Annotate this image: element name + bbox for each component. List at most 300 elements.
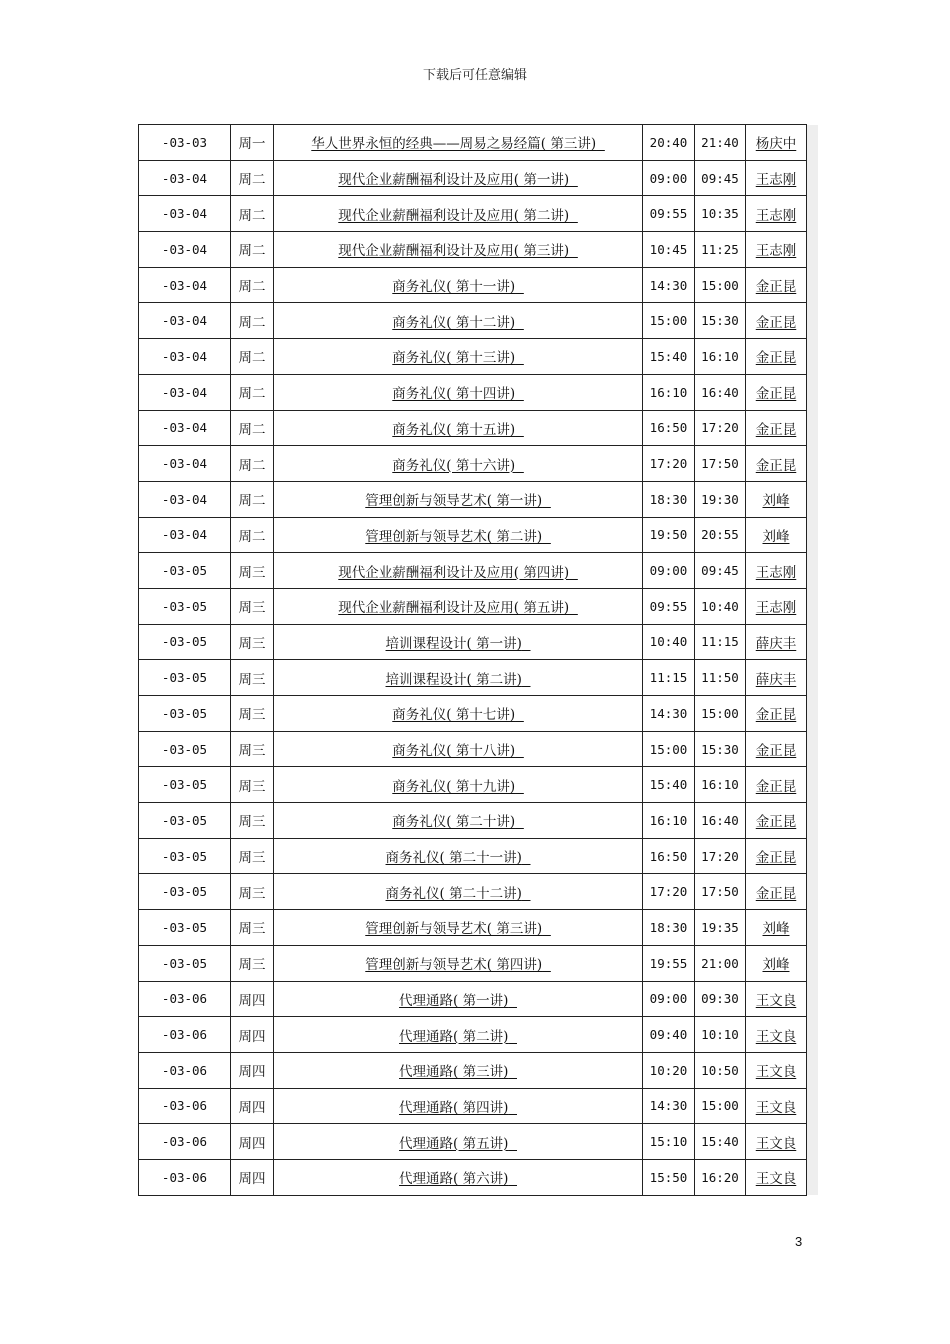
table-row: [139, 374, 807, 410]
start-time-cell: [643, 446, 695, 482]
end-time-text: 16:10: [701, 348, 739, 364]
teacher-cell: [746, 731, 807, 767]
end-time-cell: [695, 125, 746, 161]
teacher-link[interactable]: 王文良: [755, 1135, 797, 1152]
end-time-text: 16:40: [701, 384, 739, 400]
start-time-text: 19:50: [649, 527, 688, 543]
weekday-text: 周四: [238, 1171, 266, 1188]
course-title-cell: [274, 945, 643, 981]
date-text: -03-04: [161, 170, 208, 186]
date-text: -03-05: [161, 705, 208, 721]
date-cell: [139, 339, 231, 375]
course-title-link[interactable]: 代理通路( 第二讲): [399, 1028, 509, 1045]
teacher-link[interactable]: 王文良: [755, 1171, 797, 1188]
date-cell: [139, 624, 231, 660]
start-time-cell: [643, 125, 695, 161]
date-cell: [139, 660, 231, 696]
date-text: -03-04: [161, 527, 208, 543]
teacher-cell: [746, 553, 807, 589]
end-time-cell: [695, 1124, 746, 1160]
course-title-cell: [274, 803, 643, 839]
teacher-link[interactable]: 金正昆: [755, 386, 797, 403]
teacher-cell: [746, 374, 807, 410]
start-time-text: 09:55: [649, 206, 688, 222]
start-time-text: 18:30: [649, 491, 688, 507]
date-text: -03-05: [161, 670, 208, 686]
start-time-cell: [643, 1052, 695, 1088]
end-time-text: 15:40: [701, 1134, 739, 1150]
course-title-cell: [274, 767, 643, 803]
weekday-cell: [231, 767, 274, 803]
weekday-cell: [231, 232, 274, 268]
course-title-link[interactable]: 现代企业薪酬福利设计及应用( 第三讲): [338, 243, 570, 260]
teacher-link[interactable]: 王文良: [755, 992, 797, 1009]
weekday-text: 周一: [238, 136, 266, 153]
end-time-text: 09:30: [701, 991, 739, 1007]
end-time-cell: [695, 232, 746, 268]
teacher-link[interactable]: 刘峰: [762, 493, 790, 510]
teacher-link[interactable]: 王文良: [755, 1028, 797, 1045]
start-time-text: 10:40: [649, 634, 688, 650]
start-time-cell: [643, 267, 695, 303]
start-time-cell: [643, 910, 695, 946]
start-time-cell: [643, 410, 695, 446]
date-text: -03-05: [161, 598, 208, 614]
start-time-text: 15:40: [649, 348, 688, 364]
end-time-cell: [695, 446, 746, 482]
start-time-text: 15:10: [649, 1134, 688, 1150]
start-time-text: 16:50: [649, 848, 688, 864]
teacher-link[interactable]: 王文良: [755, 1099, 797, 1116]
teacher-link[interactable]: 金正昆: [755, 743, 797, 760]
date-cell: [139, 803, 231, 839]
date-cell: [139, 481, 231, 517]
end-time-cell: [695, 410, 746, 446]
weekday-cell: [231, 125, 274, 161]
page-header: 下载后可任意编辑: [422, 68, 527, 83]
date-cell: [139, 196, 231, 232]
teacher-link[interactable]: 金正昆: [755, 314, 797, 331]
start-time-text: 10:45: [649, 241, 688, 257]
course-title-cell: [274, 410, 643, 446]
teacher-cell: [746, 1052, 807, 1088]
weekday-text: 周三: [238, 885, 266, 902]
end-time-cell: [695, 267, 746, 303]
teacher-cell: [746, 767, 807, 803]
start-time-cell: [643, 339, 695, 375]
table-row: [139, 660, 807, 696]
course-title-link[interactable]: 代理通路( 第一讲): [399, 992, 509, 1009]
teacher-cell: [746, 624, 807, 660]
start-time-text: 20:40: [649, 134, 688, 150]
date-cell: [139, 838, 231, 874]
course-title-link[interactable]: 商务礼仪( 第二十一讲): [385, 850, 522, 867]
end-time-text: 17:20: [701, 420, 739, 436]
teacher-cell: [746, 1159, 807, 1195]
course-title-link[interactable]: 培训课程设计( 第一讲): [385, 635, 522, 652]
course-title-cell: [274, 910, 643, 946]
end-time-text: 09:45: [701, 563, 739, 579]
table-row: [139, 1159, 807, 1195]
table-row: [139, 588, 807, 624]
teacher-cell: [746, 232, 807, 268]
table-row: [139, 803, 807, 839]
start-time-cell: [643, 624, 695, 660]
end-time-cell: [695, 196, 746, 232]
weekday-cell: [231, 517, 274, 553]
start-time-text: 18:30: [649, 919, 688, 935]
teacher-link[interactable]: 金正昆: [755, 814, 797, 831]
weekday-text: 周二: [238, 172, 266, 189]
weekday-text: 周二: [238, 314, 266, 331]
table-row: [139, 339, 807, 375]
start-time-cell: [643, 803, 695, 839]
teacher-link[interactable]: 金正昆: [755, 457, 797, 474]
table-row: [139, 945, 807, 981]
course-schedule-table: [138, 124, 807, 1196]
table-row: [139, 196, 807, 232]
end-time-text: 17:50: [701, 884, 739, 900]
end-time-text: 15:00: [701, 1098, 739, 1114]
weekday-cell: [231, 803, 274, 839]
teacher-cell: [746, 981, 807, 1017]
weekday-cell: [231, 696, 274, 732]
course-title-link[interactable]: 培训课程设计( 第二讲): [385, 671, 522, 688]
table-row: [139, 232, 807, 268]
weekday-cell: [231, 874, 274, 910]
course-title-link[interactable]: 代理通路( 第五讲): [399, 1135, 509, 1152]
weekday-text: 周三: [238, 743, 266, 760]
teacher-cell: [746, 660, 807, 696]
weekday-cell: [231, 481, 274, 517]
course-title-link[interactable]: 管理创新与领导艺术( 第二讲): [365, 528, 543, 545]
course-title-cell: [274, 481, 643, 517]
date-text: -03-06: [161, 1062, 208, 1078]
weekday-text: 周三: [238, 921, 266, 938]
course-title-cell: [274, 588, 643, 624]
start-time-text: 15:00: [649, 313, 688, 329]
course-title-link[interactable]: 华人世界永恒的经典——周易之易经篇( 第三讲): [311, 136, 597, 153]
end-time-cell: [695, 838, 746, 874]
date-text: -03-05: [161, 741, 208, 757]
teacher-cell: [746, 588, 807, 624]
course-title-cell: [274, 303, 643, 339]
weekday-text: 周二: [238, 279, 266, 296]
weekday-text: 周三: [238, 600, 266, 617]
teacher-link[interactable]: 杨庆中: [755, 136, 797, 153]
weekday-text: 周四: [238, 1028, 266, 1045]
end-time-text: 11:15: [701, 634, 739, 650]
date-cell: [139, 767, 231, 803]
date-cell: [139, 374, 231, 410]
end-time-text: 21:40: [701, 134, 739, 150]
weekday-cell: [231, 374, 274, 410]
weekday-text: 周三: [238, 671, 266, 688]
course-title-link[interactable]: 商务礼仪( 第十二讲): [392, 314, 516, 331]
table-row: [139, 731, 807, 767]
date-text: -03-04: [161, 241, 208, 257]
end-time-text: 21:00: [701, 955, 739, 971]
course-title-cell: [274, 125, 643, 161]
teacher-link[interactable]: 刘峰: [762, 921, 790, 938]
date-text: -03-04: [161, 277, 208, 293]
date-text: -03-04: [161, 420, 208, 436]
start-time-text: 16:50: [649, 420, 688, 436]
date-cell: [139, 981, 231, 1017]
table-row: [139, 981, 807, 1017]
teacher-cell: [746, 517, 807, 553]
start-time-text: 16:10: [649, 384, 688, 400]
end-time-cell: [695, 874, 746, 910]
start-time-cell: [643, 553, 695, 589]
course-title-link[interactable]: 代理通路( 第四讲): [399, 1099, 509, 1116]
course-title-link[interactable]: 商务礼仪( 第十六讲): [392, 457, 516, 474]
start-time-text: 09:40: [649, 1027, 688, 1043]
course-title-link[interactable]: 商务礼仪( 第十一讲): [392, 279, 516, 296]
end-time-cell: [695, 481, 746, 517]
teacher-link[interactable]: 王志刚: [755, 243, 797, 260]
page-number: 3: [795, 1234, 803, 1249]
date-text: -03-05: [161, 777, 208, 793]
course-title-link[interactable]: 管理创新与领导艺术( 第四讲): [365, 957, 543, 974]
teacher-link[interactable]: 刘峰: [762, 957, 790, 974]
date-cell: [139, 731, 231, 767]
course-title-link[interactable]: 商务礼仪( 第十七讲): [392, 707, 516, 724]
date-cell: [139, 410, 231, 446]
course-title-cell: [274, 1017, 643, 1053]
weekday-cell: [231, 1052, 274, 1088]
teacher-cell: [746, 125, 807, 161]
start-time-text: 17:20: [649, 884, 688, 900]
date-text: -03-04: [161, 206, 208, 222]
teacher-cell: [746, 446, 807, 482]
start-time-cell: [643, 588, 695, 624]
teacher-cell: [746, 874, 807, 910]
weekday-text: 周三: [238, 564, 266, 581]
course-title-cell: [274, 1124, 643, 1160]
date-text: -03-04: [161, 384, 208, 400]
teacher-link[interactable]: 薛庆丰: [755, 635, 797, 652]
weekday-cell: [231, 1088, 274, 1124]
end-time-text: 17:50: [701, 456, 739, 472]
date-text: -03-05: [161, 919, 208, 935]
course-title-cell: [274, 838, 643, 874]
weekday-cell: [231, 910, 274, 946]
weekday-cell: [231, 410, 274, 446]
teacher-link[interactable]: 王志刚: [755, 207, 797, 224]
teacher-cell: [746, 1088, 807, 1124]
weekday-cell: [231, 553, 274, 589]
end-time-text: 20:55: [701, 527, 739, 543]
course-title-cell: [274, 660, 643, 696]
start-time-text: 19:55: [649, 955, 688, 971]
start-time-text: 09:00: [649, 991, 688, 1007]
end-time-cell: [695, 517, 746, 553]
start-time-cell: [643, 160, 695, 196]
teacher-cell: [746, 303, 807, 339]
date-text: -03-06: [161, 1134, 208, 1150]
start-time-text: 16:10: [649, 812, 688, 828]
end-time-text: 11:25: [701, 241, 739, 257]
date-cell: [139, 1088, 231, 1124]
course-title-link[interactable]: 商务礼仪( 第十四讲): [392, 386, 516, 403]
teacher-cell: [746, 481, 807, 517]
teacher-link[interactable]: 王志刚: [755, 172, 797, 189]
start-time-cell: [643, 1159, 695, 1195]
start-time-text: 10:20: [649, 1062, 688, 1078]
teacher-link[interactable]: 金正昆: [755, 421, 797, 438]
table-row: [139, 1088, 807, 1124]
course-title-link[interactable]: 商务礼仪( 第二十二讲): [385, 885, 522, 902]
table-row: [139, 696, 807, 732]
end-time-cell: [695, 767, 746, 803]
teacher-link[interactable]: 金正昆: [755, 850, 797, 867]
course-title-link[interactable]: 商务礼仪( 第十八讲): [392, 743, 516, 760]
weekday-text: 周二: [238, 243, 266, 260]
table-row: [139, 1124, 807, 1160]
start-time-text: 15:00: [649, 741, 688, 757]
course-title-cell: [274, 517, 643, 553]
end-time-text: 11:50: [701, 670, 739, 686]
course-title-link[interactable]: 商务礼仪( 第十五讲): [392, 421, 516, 438]
teacher-link[interactable]: 刘峰: [762, 528, 790, 545]
weekday-cell: [231, 624, 274, 660]
table-row: [139, 446, 807, 482]
weekday-text: 周四: [238, 1064, 266, 1081]
end-time-cell: [695, 374, 746, 410]
start-time-cell: [643, 696, 695, 732]
course-title-link[interactable]: 商务礼仪( 第十三讲): [392, 350, 516, 367]
table-row: [139, 125, 807, 161]
date-text: -03-04: [161, 348, 208, 364]
weekday-text: 周四: [238, 992, 266, 1009]
end-time-text: 19:35: [701, 919, 739, 935]
date-text: -03-05: [161, 884, 208, 900]
weekday-cell: [231, 1159, 274, 1195]
teacher-link[interactable]: 金正昆: [755, 778, 797, 795]
course-title-cell: [274, 196, 643, 232]
course-title-link[interactable]: 商务礼仪( 第十九讲): [392, 778, 516, 795]
end-time-text: 10:50: [701, 1062, 739, 1078]
weekday-text: 周二: [238, 457, 266, 474]
weekday-cell: [231, 945, 274, 981]
date-cell: [139, 588, 231, 624]
course-title-link[interactable]: 商务礼仪( 第二十讲): [392, 814, 516, 831]
weekday-text: 周三: [238, 707, 266, 724]
end-time-cell: [695, 660, 746, 696]
start-time-cell: [643, 374, 695, 410]
teacher-link[interactable]: 薛庆丰: [755, 671, 797, 688]
start-time-cell: [643, 731, 695, 767]
course-title-link[interactable]: 代理通路( 第三讲): [399, 1064, 509, 1081]
weekday-text: 周二: [238, 493, 266, 510]
teacher-link[interactable]: 王志刚: [755, 600, 797, 617]
date-cell: [139, 517, 231, 553]
end-time-cell: [695, 1159, 746, 1195]
end-time-cell: [695, 624, 746, 660]
table-row: [139, 303, 807, 339]
end-time-cell: [695, 1017, 746, 1053]
course-title-link[interactable]: 代理通路( 第六讲): [399, 1171, 509, 1188]
end-time-text: 15:00: [701, 705, 739, 721]
date-text: -03-06: [161, 991, 208, 1007]
date-cell: [139, 303, 231, 339]
table-row: [139, 267, 807, 303]
teacher-cell: [746, 160, 807, 196]
course-title-cell: [274, 1052, 643, 1088]
start-time-text: 11:15: [649, 670, 688, 686]
course-title-cell: [274, 1159, 643, 1195]
start-time-cell: [643, 838, 695, 874]
weekday-cell: [231, 588, 274, 624]
start-time-cell: [643, 196, 695, 232]
date-text: -03-03: [161, 134, 208, 150]
weekday-cell: [231, 660, 274, 696]
end-time-text: 10:35: [701, 206, 739, 222]
date-cell: [139, 1159, 231, 1195]
weekday-text: 周四: [238, 1135, 266, 1152]
weekday-cell: [231, 339, 274, 375]
course-title-link[interactable]: 现代企业薪酬福利设计及应用( 第五讲): [338, 600, 570, 617]
teacher-cell: [746, 410, 807, 446]
date-cell: [139, 267, 231, 303]
start-time-text: 14:30: [649, 705, 688, 721]
weekday-cell: [231, 731, 274, 767]
teacher-cell: [746, 196, 807, 232]
weekday-cell: [231, 267, 274, 303]
teacher-cell: [746, 267, 807, 303]
weekday-text: 周二: [238, 350, 266, 367]
date-cell: [139, 945, 231, 981]
date-cell: [139, 696, 231, 732]
end-time-cell: [695, 339, 746, 375]
end-time-text: 15:30: [701, 741, 739, 757]
start-time-text: 09:55: [649, 598, 688, 614]
end-time-text: 10:40: [701, 598, 739, 614]
weekday-cell: [231, 446, 274, 482]
course-title-link[interactable]: 现代企业薪酬福利设计及应用( 第二讲): [338, 207, 570, 224]
start-time-text: 14:30: [649, 277, 688, 293]
teacher-link[interactable]: 金正昆: [755, 350, 797, 367]
course-title-cell: [274, 374, 643, 410]
start-time-cell: [643, 874, 695, 910]
date-text: -03-05: [161, 955, 208, 971]
course-title-cell: [274, 232, 643, 268]
course-title-link[interactable]: 管理创新与领导艺术( 第三讲): [365, 921, 543, 938]
start-time-cell: [643, 767, 695, 803]
course-title-link[interactable]: 现代企业薪酬福利设计及应用( 第四讲): [338, 564, 570, 581]
course-title-link[interactable]: 现代企业薪酬福利设计及应用( 第一讲): [338, 172, 570, 189]
teacher-link[interactable]: 金正昆: [755, 707, 797, 724]
end-time-cell: [695, 981, 746, 1017]
teacher-link[interactable]: 王文良: [755, 1064, 797, 1081]
teacher-link[interactable]: 金正昆: [755, 885, 797, 902]
table-row: [139, 481, 807, 517]
end-time-cell: [695, 553, 746, 589]
teacher-link[interactable]: 金正昆: [755, 279, 797, 296]
end-time-text: 09:45: [701, 170, 739, 186]
table-shadow: [806, 125, 818, 1195]
start-time-cell: [643, 1088, 695, 1124]
end-time-text: 15:30: [701, 313, 739, 329]
teacher-link[interactable]: 王志刚: [755, 564, 797, 581]
start-time-text: 09:00: [649, 170, 688, 186]
course-title-link[interactable]: 管理创新与领导艺术( 第一讲): [365, 493, 543, 510]
course-title-cell: [274, 1088, 643, 1124]
start-time-text: 15:50: [649, 1169, 688, 1185]
course-title-cell: [274, 160, 643, 196]
table-row: [139, 1017, 807, 1053]
